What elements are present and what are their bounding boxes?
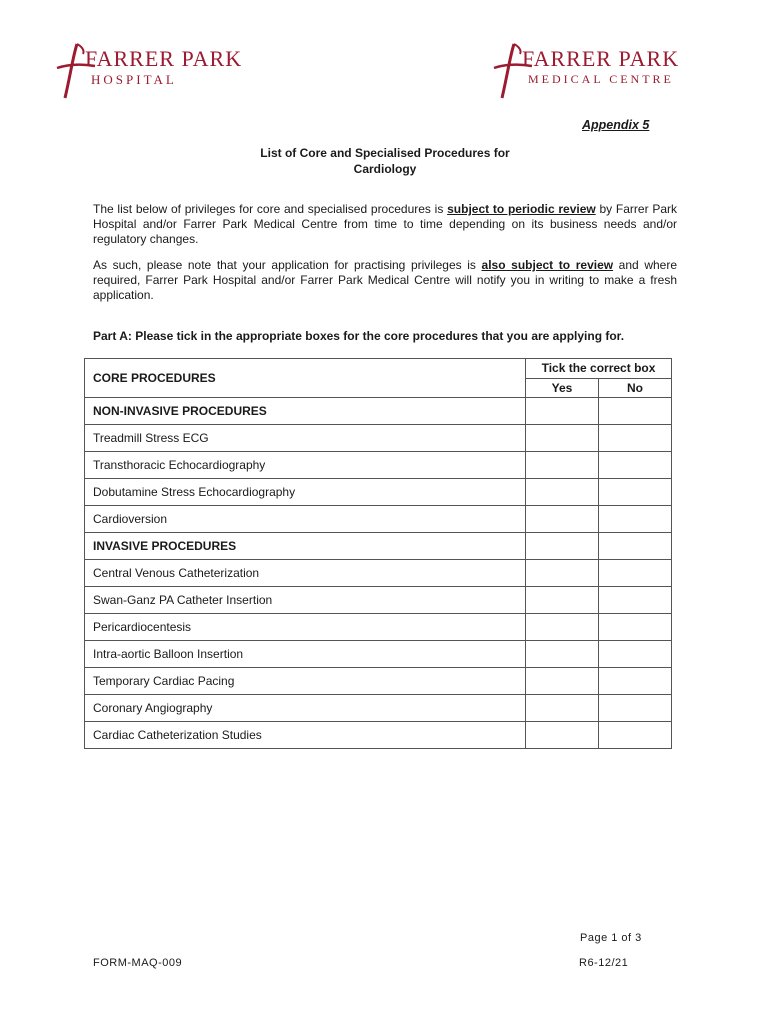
procedure-label: Cardiac Catheterization Studies [85, 722, 526, 749]
procedure-label: Dobutamine Stress Echocardiography [85, 479, 526, 506]
procedure-row [85, 722, 672, 749]
tick-header: Tick the correct box [526, 359, 672, 379]
tick-box-no[interactable] [599, 533, 672, 560]
logo-left-line1: FARRER PARK [85, 46, 243, 71]
appendix-label: Appendix 5 [582, 118, 650, 132]
farrer-park-medical-centre-logo [492, 42, 692, 102]
title-line1: List of Core and Specialised Procedures for [260, 146, 510, 160]
intro-paragraph [93, 202, 677, 247]
procedure-label: Pericardiocentesis [85, 614, 526, 641]
tick-box-yes[interactable] [526, 614, 599, 641]
revision-code: R6-12/21 [579, 957, 629, 969]
para1-text-before: The list below of privileges for core and specialised procedures is [93, 202, 448, 216]
tick-box-no[interactable] [599, 425, 672, 452]
tick-box-yes[interactable] [526, 641, 599, 668]
procedure-label: Transthoracic Echocardiography [85, 452, 526, 479]
procedure-row [85, 587, 672, 614]
no-header: No [599, 378, 672, 398]
procedure-label: Treadmill Stress ECG [85, 425, 526, 452]
procedure-row [85, 614, 672, 641]
procedure-label: Temporary Cardiac Pacing [85, 668, 526, 695]
page-title [0, 145, 770, 177]
tick-box-yes[interactable] [526, 506, 599, 533]
procedure-row [85, 425, 672, 452]
core-procedures-table [84, 358, 672, 749]
core-procedures-header: CORE PROCEDURES [85, 359, 526, 398]
tick-box-no[interactable] [599, 398, 672, 425]
tick-box-no[interactable] [599, 614, 672, 641]
section-row [85, 398, 672, 425]
title-line2: Cardiology [353, 162, 417, 176]
tick-box-no[interactable] [599, 641, 672, 668]
procedure-row [85, 668, 672, 695]
procedure-row [85, 560, 672, 587]
procedure-label: Cardioversion [85, 506, 526, 533]
procedure-row [85, 695, 672, 722]
tick-box-no[interactable] [599, 722, 672, 749]
para1-emphasis: subject to periodic review [447, 202, 596, 216]
tick-box-yes[interactable] [526, 560, 599, 587]
part-a-instruction: Part A: Please tick in the appropriate boxes for the core procedures that you are applying for. [93, 329, 625, 343]
tick-box-no[interactable] [599, 479, 672, 506]
para2-emphasis: also subject to review [481, 258, 614, 272]
tick-box-yes[interactable] [526, 668, 599, 695]
tick-box-no[interactable] [599, 560, 672, 587]
logo-right-line2: MEDICAL CENTRE [528, 72, 674, 86]
procedure-label: Intra-aortic Balloon Insertion [85, 641, 526, 668]
logo-left-line2: HOSPITAL [91, 72, 177, 87]
procedure-label: Coronary Angiography [85, 695, 526, 722]
tick-box-yes[interactable] [526, 722, 599, 749]
para2-text-after: and where required, Farrer Park Hospital and/or Farrer Park Medical Centre will notify you in writing to make a fresh application. [93, 258, 677, 302]
review-paragraph [93, 258, 677, 303]
tick-box-yes[interactable] [526, 452, 599, 479]
page-number: Page 1 of 3 [580, 932, 642, 944]
tick-box-yes[interactable] [526, 695, 599, 722]
farrer-park-hospital-logo [55, 42, 255, 102]
tick-box-yes[interactable] [526, 425, 599, 452]
tick-box-no[interactable] [599, 452, 672, 479]
tick-box-no[interactable] [599, 695, 672, 722]
tick-box-no[interactable] [599, 506, 672, 533]
tick-box-yes[interactable] [526, 398, 599, 425]
section-row [85, 533, 672, 560]
para2-text-before: As such, please note that your application for practising privileges is [93, 258, 482, 272]
tick-box-yes[interactable] [526, 533, 599, 560]
para1-text-after: by Farrer Park Hospital and/or Farrer Park Medical Centre from time to time depending on its business needs and/or regulatory changes. [93, 202, 678, 246]
procedure-row [85, 506, 672, 533]
form-code: FORM-MAQ-009 [93, 957, 183, 969]
tick-box-yes[interactable] [526, 587, 599, 614]
tick-box-no[interactable] [599, 587, 672, 614]
tick-box-yes[interactable] [526, 479, 599, 506]
procedure-row [85, 452, 672, 479]
procedure-row [85, 641, 672, 668]
procedure-row [85, 479, 672, 506]
tick-box-no[interactable] [599, 668, 672, 695]
procedure-label: Swan-Ganz PA Catheter Insertion [85, 587, 526, 614]
section-label: NON-INVASIVE PROCEDURES [85, 398, 526, 425]
section-label: INVASIVE PROCEDURES [85, 533, 526, 560]
procedure-label: Central Venous Catheterization [85, 560, 526, 587]
logo-right-line1: FARRER PARK [522, 46, 680, 71]
yes-header: Yes [526, 378, 599, 398]
